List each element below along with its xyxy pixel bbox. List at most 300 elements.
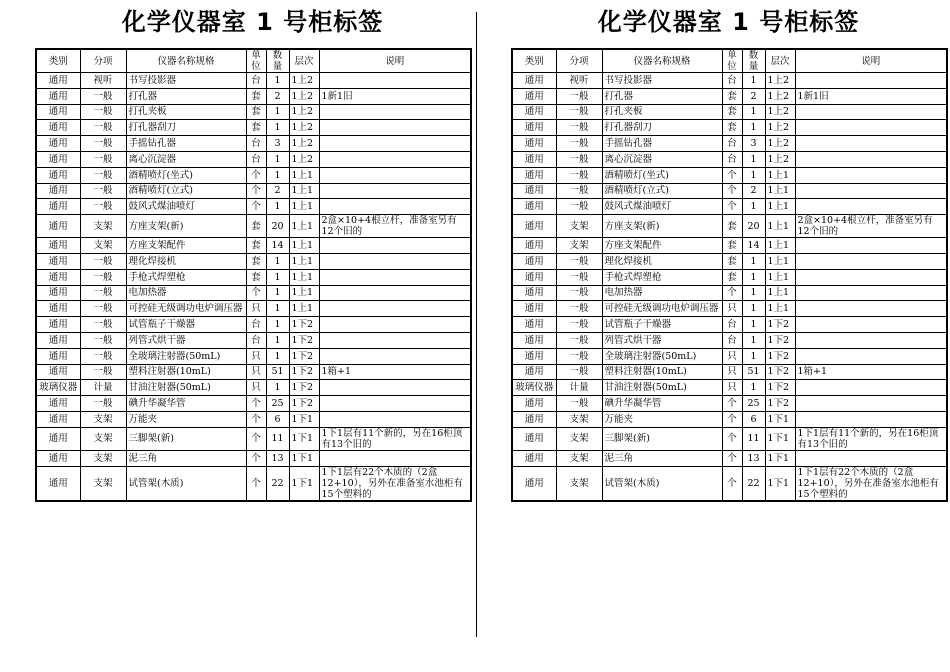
instrument-name-cell: 甘油注射器(50mL) (602, 380, 722, 396)
subcategory-cell: 一般 (556, 199, 602, 215)
shelf-level-cell: 1下2 (765, 396, 795, 412)
table-row (36, 88, 471, 104)
subcategory-cell: 支架 (80, 466, 126, 501)
unit-cell: 套 (722, 253, 742, 269)
unit-cell: 台 (246, 317, 266, 333)
category-cell: 通用 (512, 364, 556, 380)
remark-cell (795, 332, 947, 348)
category-cell: 通用 (36, 396, 80, 412)
remark-cell: 2盒×10+4根立杆，准备室另有12个旧的 (319, 215, 471, 238)
remark-cell (795, 136, 947, 152)
instrument-name-cell: 全玻璃注射器(50mL) (602, 348, 722, 364)
column-header-shelf-level: 层次 (289, 49, 319, 73)
remark-cell (319, 183, 471, 199)
quantity-cell: 25 (266, 396, 289, 412)
table-row (36, 183, 471, 199)
remark-cell (795, 104, 947, 120)
category-cell: 通用 (36, 88, 80, 104)
quantity-cell: 13 (742, 450, 765, 466)
category-cell: 通用 (36, 167, 80, 183)
remark-cell: 1新1旧 (319, 88, 471, 104)
shelf-level-cell: 1上2 (765, 104, 795, 120)
table-row (512, 427, 947, 450)
subcategory-cell: 计量 (80, 380, 126, 396)
column-header-subcategory: 分项 (556, 49, 602, 73)
instrument-name-cell: 塑料注射器(10mL) (602, 364, 722, 380)
category-cell: 通用 (512, 253, 556, 269)
quantity-cell: 1 (742, 73, 765, 89)
remark-cell (319, 120, 471, 136)
instrument-name-cell: 书写投影器 (602, 73, 722, 89)
category-cell: 通用 (36, 427, 80, 450)
category-cell: 通用 (36, 332, 80, 348)
subcategory-cell: 一般 (556, 317, 602, 333)
shelf-level-cell: 1上1 (289, 199, 319, 215)
instrument-name-cell: 列管式烘干器 (126, 332, 246, 348)
table-row (36, 285, 471, 301)
subcategory-cell: 一般 (556, 151, 602, 167)
shelf-level-cell: 1上2 (289, 73, 319, 89)
label-panel-left (35, 0, 470, 502)
unit-cell: 个 (246, 285, 266, 301)
label-panel-right (511, 0, 946, 502)
category-cell: 通用 (512, 427, 556, 450)
table-row (512, 450, 947, 466)
subcategory-cell: 一般 (80, 104, 126, 120)
table-row (512, 332, 947, 348)
shelf-level-cell: 1下2 (289, 348, 319, 364)
category-cell: 通用 (36, 136, 80, 152)
shelf-level-cell: 1下2 (765, 364, 795, 380)
shelf-level-cell: 1下2 (289, 364, 319, 380)
instrument-name-cell: 电加热器 (602, 285, 722, 301)
category-cell: 通用 (512, 450, 556, 466)
quantity-cell: 11 (266, 427, 289, 450)
quantity-cell: 2 (742, 88, 765, 104)
quantity-cell: 2 (266, 183, 289, 199)
subcategory-cell: 支架 (556, 215, 602, 238)
table-body (512, 73, 947, 501)
table-row (512, 396, 947, 412)
table-row (512, 364, 947, 380)
subcategory-cell: 计量 (556, 380, 602, 396)
subcategory-cell: 一般 (80, 332, 126, 348)
shelf-level-cell: 1下1 (765, 427, 795, 450)
subcategory-cell: 一般 (556, 285, 602, 301)
unit-cell: 套 (246, 238, 266, 254)
remark-cell (795, 199, 947, 215)
shelf-level-cell: 1上1 (289, 238, 319, 254)
instrument-name-cell: 打孔器刮刀 (602, 120, 722, 136)
subcategory-cell: 一般 (80, 364, 126, 380)
remark-cell (795, 301, 947, 317)
shelf-level-cell: 1下1 (765, 411, 795, 427)
table-row (36, 199, 471, 215)
remark-cell (319, 104, 471, 120)
instrument-name-cell: 可控硅无级调功电炉调压器 (126, 301, 246, 317)
unit-cell: 个 (722, 396, 742, 412)
table-row (36, 167, 471, 183)
category-cell: 通用 (512, 301, 556, 317)
category-cell: 玻璃仪器 (512, 380, 556, 396)
instrument-name-cell: 泥三角 (126, 450, 246, 466)
table-row (512, 285, 947, 301)
category-cell: 通用 (512, 269, 556, 285)
remark-cell (795, 450, 947, 466)
remark-cell (795, 238, 947, 254)
subcategory-cell: 一般 (80, 183, 126, 199)
quantity-cell: 6 (742, 411, 765, 427)
unit-cell: 个 (722, 199, 742, 215)
quantity-cell: 1 (742, 199, 765, 215)
inventory-table (511, 48, 948, 502)
quantity-cell: 1 (266, 167, 289, 183)
quantity-cell: 1 (266, 199, 289, 215)
remark-cell (319, 348, 471, 364)
table-row (36, 120, 471, 136)
unit-cell: 套 (722, 238, 742, 254)
quantity-cell: 1 (742, 151, 765, 167)
instrument-name-cell: 打孔器 (126, 88, 246, 104)
instrument-name-cell: 方座支架(新) (126, 215, 246, 238)
quantity-cell: 22 (742, 466, 765, 501)
instrument-name-cell: 书写投影器 (126, 73, 246, 89)
instrument-name-cell: 手摇钻孔器 (126, 136, 246, 152)
table-row (36, 73, 471, 89)
remark-cell (795, 167, 947, 183)
category-cell: 通用 (36, 104, 80, 120)
quantity-cell: 1 (266, 380, 289, 396)
table-row (36, 396, 471, 412)
unit-cell: 套 (722, 104, 742, 120)
subcategory-cell: 一般 (80, 136, 126, 152)
unit-cell: 台 (722, 332, 742, 348)
subcategory-cell: 一般 (556, 120, 602, 136)
shelf-level-cell: 1上1 (765, 215, 795, 238)
shelf-level-cell: 1下2 (765, 317, 795, 333)
quantity-cell: 1 (742, 301, 765, 317)
shelf-level-cell: 1上2 (289, 104, 319, 120)
table-row (512, 73, 947, 89)
instrument-name-cell: 电加热器 (126, 285, 246, 301)
unit-cell: 套 (246, 120, 266, 136)
remark-cell: 2盒×10+4根立杆，准备室另有12个旧的 (795, 215, 947, 238)
shelf-level-cell: 1下2 (765, 380, 795, 396)
quantity-cell: 1 (266, 301, 289, 317)
shelf-level-cell: 1上1 (765, 199, 795, 215)
unit-cell: 台 (722, 151, 742, 167)
unit-cell: 个 (246, 199, 266, 215)
unit-cell: 台 (246, 332, 266, 348)
unit-cell: 套 (722, 88, 742, 104)
shelf-level-cell: 1上1 (289, 215, 319, 238)
column-header-category: 类别 (512, 49, 556, 73)
quantity-cell: 51 (266, 364, 289, 380)
unit-cell: 个 (722, 466, 742, 501)
subcategory-cell: 视听 (556, 73, 602, 89)
table-row (512, 104, 947, 120)
quantity-cell: 1 (266, 151, 289, 167)
shelf-level-cell: 1下1 (289, 427, 319, 450)
remark-cell: 1下1层有11个新的，另在16柜顶有13个旧的 (319, 427, 471, 450)
subcategory-cell: 一般 (556, 348, 602, 364)
category-cell: 通用 (36, 301, 80, 317)
column-header-quantity: 数量 (266, 49, 289, 73)
remark-cell (319, 380, 471, 396)
subcategory-cell: 一般 (556, 88, 602, 104)
quantity-cell: 1 (742, 104, 765, 120)
shelf-level-cell: 1下2 (289, 317, 319, 333)
subcategory-cell: 一般 (556, 301, 602, 317)
unit-cell: 套 (246, 104, 266, 120)
category-cell: 通用 (36, 450, 80, 466)
shelf-level-cell: 1下2 (289, 380, 319, 396)
quantity-cell: 2 (266, 88, 289, 104)
category-cell: 通用 (512, 151, 556, 167)
remark-cell (319, 238, 471, 254)
table-row (36, 151, 471, 167)
quantity-cell: 2 (742, 183, 765, 199)
quantity-cell: 1 (266, 253, 289, 269)
instrument-name-cell: 泥三角 (602, 450, 722, 466)
instrument-name-cell: 全玻璃注射器(50mL) (126, 348, 246, 364)
shelf-level-cell: 1上1 (289, 167, 319, 183)
instrument-name-cell: 打孔夹板 (602, 104, 722, 120)
shelf-level-cell: 1下1 (289, 450, 319, 466)
table-row (36, 215, 471, 238)
quantity-cell: 1 (742, 253, 765, 269)
shelf-level-cell: 1上1 (765, 167, 795, 183)
category-cell: 通用 (36, 120, 80, 136)
quantity-cell: 1 (742, 348, 765, 364)
table-row (36, 332, 471, 348)
unit-cell: 个 (246, 450, 266, 466)
instrument-name-cell: 可控硅无级调功电炉调压器 (602, 301, 722, 317)
table-row (512, 120, 947, 136)
subcategory-cell: 一般 (80, 167, 126, 183)
remark-cell (319, 332, 471, 348)
quantity-cell: 20 (266, 215, 289, 238)
remark-cell (795, 120, 947, 136)
shelf-level-cell: 1下1 (765, 450, 795, 466)
category-cell: 通用 (36, 238, 80, 254)
remark-cell (319, 301, 471, 317)
table-row (36, 466, 471, 501)
quantity-cell: 1 (266, 348, 289, 364)
quantity-cell: 3 (266, 136, 289, 152)
subcategory-cell: 支架 (80, 215, 126, 238)
unit-cell: 台 (722, 73, 742, 89)
quantity-cell: 22 (266, 466, 289, 501)
category-cell: 通用 (36, 151, 80, 167)
table-row (512, 183, 947, 199)
table-row (36, 427, 471, 450)
unit-cell: 只 (722, 301, 742, 317)
instrument-name-cell: 方座支架(新) (602, 215, 722, 238)
table-row (512, 411, 947, 427)
remark-cell (795, 380, 947, 396)
instrument-name-cell: 试管架(木质) (602, 466, 722, 501)
instrument-name-cell: 酒精喷灯(坐式) (126, 167, 246, 183)
shelf-level-cell: 1上1 (765, 238, 795, 254)
shelf-level-cell: 1上2 (765, 136, 795, 152)
instrument-name-cell: 甘油注射器(50mL) (126, 380, 246, 396)
quantity-cell: 1 (266, 317, 289, 333)
shelf-level-cell: 1上2 (289, 136, 319, 152)
unit-cell: 套 (722, 215, 742, 238)
shelf-level-cell: 1上2 (289, 88, 319, 104)
category-cell: 通用 (36, 199, 80, 215)
remark-cell: 1下1层有22个木质的（2盒12+10），另外在准备室水池柜有15个塑料的 (795, 466, 947, 501)
instrument-name-cell: 万能夹 (126, 411, 246, 427)
table-row (36, 253, 471, 269)
table-row (512, 348, 947, 364)
unit-cell: 套 (246, 269, 266, 285)
instrument-name-cell: 试管架(木质) (126, 466, 246, 501)
column-header-instrument-name: 仪器名称规格 (602, 49, 722, 73)
quantity-cell: 6 (266, 411, 289, 427)
inventory-table (35, 48, 472, 502)
unit-cell: 个 (722, 285, 742, 301)
quantity-cell: 1 (266, 269, 289, 285)
table-row (512, 88, 947, 104)
table-row (36, 380, 471, 396)
subcategory-cell: 支架 (556, 238, 602, 254)
instrument-name-cell: 打孔夹板 (126, 104, 246, 120)
category-cell: 通用 (512, 120, 556, 136)
subcategory-cell: 一般 (80, 317, 126, 333)
unit-cell: 台 (246, 151, 266, 167)
unit-cell: 只 (246, 364, 266, 380)
table-header-row (36, 49, 471, 73)
unit-cell: 个 (246, 396, 266, 412)
shelf-level-cell: 1下2 (289, 396, 319, 412)
table-row (512, 317, 947, 333)
column-header-unit: 单位 (722, 49, 742, 73)
instrument-name-cell: 打孔器 (602, 88, 722, 104)
subcategory-cell: 一般 (556, 104, 602, 120)
unit-cell: 套 (722, 269, 742, 285)
shelf-level-cell: 1上2 (289, 120, 319, 136)
shelf-level-cell: 1上2 (289, 151, 319, 167)
subcategory-cell: 一般 (80, 285, 126, 301)
remark-cell (795, 253, 947, 269)
category-cell: 通用 (512, 88, 556, 104)
unit-cell: 个 (722, 427, 742, 450)
category-cell: 通用 (36, 466, 80, 501)
instrument-name-cell: 方座支架配件 (126, 238, 246, 254)
shelf-level-cell: 1上1 (765, 269, 795, 285)
unit-cell: 个 (722, 450, 742, 466)
subcategory-cell: 一般 (80, 88, 126, 104)
quantity-cell: 1 (266, 285, 289, 301)
category-cell: 通用 (512, 466, 556, 501)
category-cell: 通用 (512, 136, 556, 152)
panel-title: 化学仪器室 1 号柜标签 (121, 8, 384, 36)
quantity-cell: 1 (266, 120, 289, 136)
remark-cell (319, 269, 471, 285)
category-cell: 通用 (36, 285, 80, 301)
subcategory-cell: 支架 (80, 427, 126, 450)
unit-cell: 只 (246, 348, 266, 364)
unit-cell: 套 (246, 215, 266, 238)
category-cell: 通用 (512, 215, 556, 238)
subcategory-cell: 一般 (556, 183, 602, 199)
table-row (36, 450, 471, 466)
category-cell: 通用 (36, 253, 80, 269)
category-cell: 通用 (36, 183, 80, 199)
remark-cell (319, 411, 471, 427)
remark-cell (795, 348, 947, 364)
instrument-name-cell: 列管式烘干器 (602, 332, 722, 348)
unit-cell: 套 (246, 88, 266, 104)
remark-cell (319, 73, 471, 89)
remark-cell (319, 396, 471, 412)
shelf-level-cell: 1上2 (765, 88, 795, 104)
category-cell: 通用 (36, 411, 80, 427)
table-row (36, 317, 471, 333)
subcategory-cell: 支架 (556, 466, 602, 501)
table-row (36, 364, 471, 380)
unit-cell: 只 (246, 301, 266, 317)
shelf-level-cell: 1下2 (765, 348, 795, 364)
category-cell: 通用 (512, 332, 556, 348)
remark-cell (319, 136, 471, 152)
quantity-cell: 14 (266, 238, 289, 254)
unit-cell: 台 (722, 136, 742, 152)
subcategory-cell: 一般 (80, 151, 126, 167)
quantity-cell: 1 (742, 380, 765, 396)
subcategory-cell: 一般 (80, 120, 126, 136)
quantity-cell: 1 (742, 269, 765, 285)
quantity-cell: 14 (742, 238, 765, 254)
shelf-level-cell: 1上1 (765, 183, 795, 199)
shelf-level-cell: 1上1 (765, 253, 795, 269)
category-cell: 通用 (512, 104, 556, 120)
instrument-name-cell: 离心沉淀器 (602, 151, 722, 167)
subcategory-cell: 一般 (556, 332, 602, 348)
subcategory-cell: 一般 (556, 396, 602, 412)
instrument-name-cell: 塑料注射器(10mL) (126, 364, 246, 380)
category-cell: 通用 (512, 285, 556, 301)
instrument-name-cell: 试管瓶子干燥器 (126, 317, 246, 333)
shelf-level-cell: 1上1 (289, 285, 319, 301)
panel-title: 化学仪器室 1 号柜标签 (597, 8, 860, 36)
unit-cell: 只 (722, 348, 742, 364)
unit-cell: 个 (722, 411, 742, 427)
category-cell: 通用 (512, 199, 556, 215)
table-row (36, 238, 471, 254)
table-row (512, 301, 947, 317)
unit-cell: 个 (722, 183, 742, 199)
category-cell: 通用 (36, 269, 80, 285)
remark-cell (795, 396, 947, 412)
column-header-remark: 说明 (319, 49, 471, 73)
instrument-name-cell: 鼓风式煤油喷灯 (126, 199, 246, 215)
subcategory-cell: 视听 (80, 73, 126, 89)
quantity-cell: 1 (742, 167, 765, 183)
table-row (512, 380, 947, 396)
unit-cell: 台 (722, 317, 742, 333)
subcategory-cell: 支架 (556, 411, 602, 427)
unit-cell: 只 (246, 380, 266, 396)
category-cell: 通用 (36, 364, 80, 380)
shelf-level-cell: 1上1 (765, 285, 795, 301)
shelf-level-cell: 1上1 (765, 301, 795, 317)
remark-cell (319, 285, 471, 301)
remark-cell (319, 317, 471, 333)
shelf-level-cell: 1下1 (289, 411, 319, 427)
